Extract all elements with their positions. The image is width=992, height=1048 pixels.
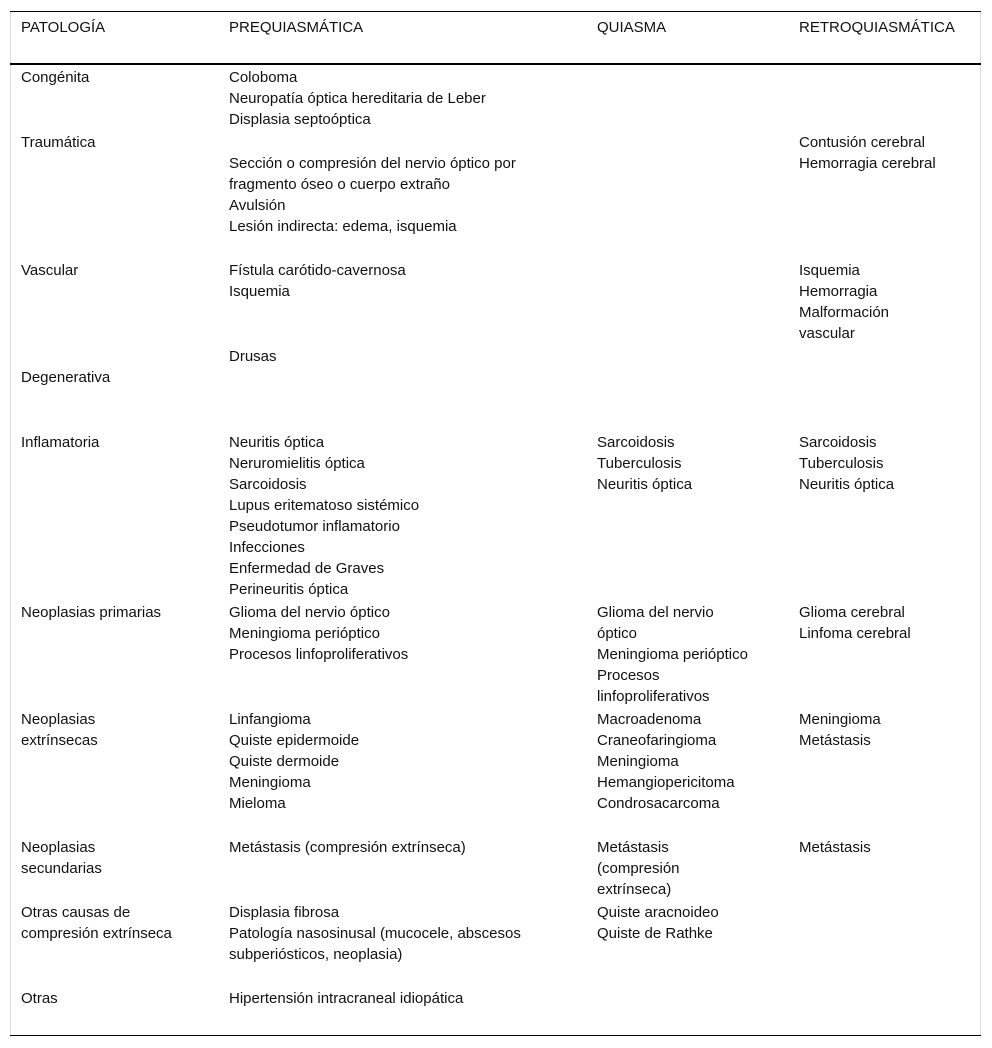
table-cell-patologia	[21, 988, 58, 1009]
header-retro: RETROQUIASMÁTICA	[799, 19, 955, 36]
cell-line: Coloboma	[229, 69, 298, 86]
cell-line: Perineuritis óptica	[229, 581, 349, 598]
cell-line: Neuritis óptica	[799, 476, 895, 493]
table-cell-patologia	[21, 709, 98, 751]
table-cell-patologia	[21, 837, 102, 879]
cell-line: Pseudotumor inflamatorio	[229, 518, 400, 535]
cell-line: Metástasis	[799, 732, 871, 749]
cell-line: (compresión	[597, 860, 680, 877]
cell-line: Otras causas de	[21, 904, 131, 921]
header-pre: PREQUIASMÁTICA	[229, 19, 364, 36]
cell-line: Drusas	[229, 348, 277, 365]
cell-line: Procesos linfoproliferativos	[229, 646, 409, 663]
cell-line: Meningioma perióptico	[597, 646, 748, 663]
cell-line: Sarcoidosis	[229, 476, 307, 493]
table-cell-quiasma	[597, 602, 748, 707]
table-cell-patologia	[21, 902, 172, 944]
table-cell-retro	[799, 260, 889, 344]
table-top-rule	[10, 11, 981, 12]
table-cell-pre	[229, 709, 359, 814]
table-cell-quiasma	[597, 432, 692, 495]
cell-line: Glioma cerebral	[799, 604, 905, 621]
cell-line: Procesos	[597, 667, 660, 684]
cell-line: Displasia septoóptica	[229, 111, 371, 128]
cell-line: Tuberculosis	[799, 455, 884, 472]
table-cell-retro	[799, 132, 936, 174]
table-cell-retro	[799, 837, 871, 858]
cell-line: Quiste de Rathke	[597, 925, 713, 942]
cell-line: subperiósticos, neoplasia)	[229, 946, 403, 963]
cell-line: Fístula carótido-cavernosa	[229, 262, 406, 279]
cell-line: Hemorragia cerebral	[799, 155, 936, 172]
cell-line: Displasia fibrosa	[229, 904, 340, 921]
cell-line: Linfangioma	[229, 711, 311, 728]
cell-line: Isquemia	[229, 283, 290, 300]
cell-line: Hipertensión intracraneal idiopática	[229, 990, 464, 1007]
cell-line: Neoplasias	[21, 711, 96, 728]
cell-line: Enfermedad de Graves	[229, 560, 385, 577]
cell-line: Meningioma	[597, 753, 679, 770]
table-cell-pre	[229, 602, 408, 665]
cell-line: Degenerativa	[21, 369, 111, 386]
cell-line: Neuritis óptica	[597, 476, 693, 493]
cell-line: Sarcoidosis	[597, 434, 675, 451]
cell-line: Meningioma	[799, 711, 881, 728]
table-cell-patologia	[21, 432, 99, 453]
table-cell-quiasma	[597, 709, 735, 814]
table-cell-patologia	[21, 132, 95, 153]
cell-line: Linfoma cerebral	[799, 625, 911, 642]
table-cell-pre	[229, 153, 516, 237]
table-cell-patologia	[21, 602, 161, 623]
table-cell-patologia	[21, 260, 78, 281]
cell-line: óptico	[597, 625, 638, 642]
cell-line: Lesión indirecta: edema, isquemia	[229, 218, 457, 235]
cell-line: Condrosacarcoma	[597, 795, 720, 812]
table-cell-pre	[229, 432, 419, 600]
cell-line: Patología nasosinusal (mucocele, abscesos	[229, 925, 521, 942]
cell-line: extrínsecas	[21, 732, 98, 749]
cell-line: Neoplasias	[21, 839, 96, 856]
cell-line: Neuropatía óptica hereditaria de Leber	[229, 90, 486, 107]
cell-line: Lupus eritematoso sistémico	[229, 497, 420, 514]
cell-line: Quiste dermoide	[229, 753, 340, 770]
header-rule	[10, 63, 981, 65]
table-cell-retro	[799, 602, 911, 644]
cell-line: linfoproliferativos	[597, 688, 710, 705]
cell-line: Quiste epidermoide	[229, 732, 360, 749]
cell-line: Metástasis	[597, 839, 669, 856]
cell-line: Contusión cerebral	[799, 134, 925, 151]
cell-line: Hemangiopericitoma	[597, 774, 735, 791]
table-cell-pre	[229, 67, 486, 130]
cell-line: Meningioma perióptico	[229, 625, 380, 642]
cell-line: Inflamatoria	[21, 434, 100, 451]
table-cell-retro	[799, 709, 881, 751]
cell-line: compresión extrínseca	[21, 925, 172, 942]
cell-line: Neuritis óptica	[229, 434, 325, 451]
table-cell-pre	[229, 346, 277, 367]
table-bottom-rule	[10, 1035, 981, 1036]
cell-line: Mieloma	[229, 795, 286, 812]
cell-line: vascular	[799, 325, 855, 342]
cell-line: Isquemia	[799, 262, 860, 279]
table-cell-patologia	[21, 67, 89, 88]
cell-line: Glioma del nervio óptico	[229, 604, 390, 621]
cell-line: Avulsión	[229, 197, 286, 214]
cell-line: Hemorragia	[799, 283, 878, 300]
cell-line: Tuberculosis	[597, 455, 682, 472]
table-cell-retro	[799, 432, 894, 495]
cell-line: Vascular	[21, 262, 79, 279]
table-cell-quiasma	[597, 902, 719, 944]
header-patologia: PATOLOGÍA	[21, 19, 106, 36]
cell-line: Infecciones	[229, 539, 305, 556]
cell-line: Neruromielitis óptica	[229, 455, 365, 472]
cell-line: Sarcoidosis	[799, 434, 877, 451]
cell-line: Sección o compresión del nervio óptico por	[229, 155, 516, 172]
cell-line: Metástasis	[799, 839, 871, 856]
cell-line: fragmento óseo o cuerpo extraño	[229, 176, 450, 193]
cell-line: Otras	[21, 990, 58, 1007]
cell-line: Congénita	[21, 69, 90, 86]
table-cell-pre	[229, 902, 521, 965]
cell-line: Craneofaringioma	[597, 732, 717, 749]
cell-line: Traumática	[21, 134, 96, 151]
cell-line: Macroadenoma	[597, 711, 702, 728]
table-cell-pre	[229, 260, 406, 302]
table-cell-quiasma	[597, 837, 680, 900]
cell-line: Metástasis (compresión extrínseca)	[229, 839, 466, 856]
table-cell-patologia	[21, 367, 110, 388]
cell-line: Glioma del nervio	[597, 604, 714, 621]
cell-line: Quiste aracnoideo	[597, 904, 719, 921]
cell-line: Malformación	[799, 304, 890, 321]
table-cell-pre	[229, 988, 463, 1009]
header-quiasma: QUIASMA	[597, 19, 667, 36]
cell-line: secundarias	[21, 860, 102, 877]
cell-line: Neoplasias primarias	[21, 604, 162, 621]
cell-line: extrínseca)	[597, 881, 672, 898]
table-cell-pre	[229, 837, 466, 858]
cell-line: Meningioma	[229, 774, 311, 791]
